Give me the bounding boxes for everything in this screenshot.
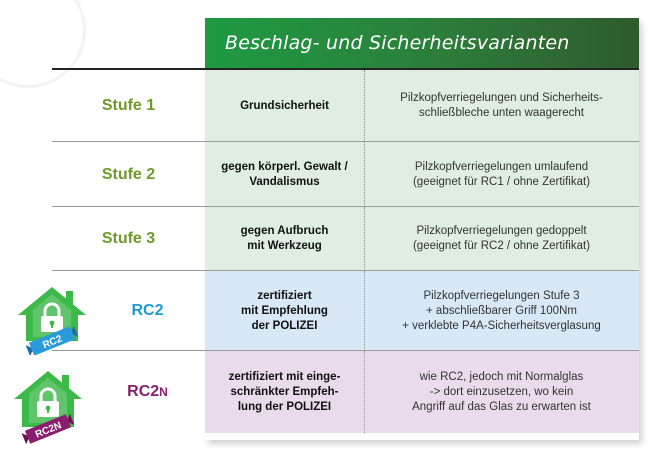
fitting-description: wie RC2, jedoch mit Normalglas -> dort einzusetzen, wo kein Angriff auf das Glas zu erwarten ist xyxy=(412,370,591,413)
table-title: Beschlag- und Sicherheitsvarianten xyxy=(225,32,570,54)
protection-level: gegen körperl. Gewalt / Vandalismus xyxy=(221,160,348,188)
house-lock-icon xyxy=(6,365,92,447)
table-header xyxy=(205,18,639,68)
table-row xyxy=(52,271,639,351)
table-row xyxy=(52,207,639,271)
row-label: Stufe 1 xyxy=(101,97,156,114)
fitting-description: Pilzkopfverriegelungen gedoppelt (geeignet für RC2 / ohne Zertifikat) xyxy=(412,225,591,252)
protection-level: Grundsicherheit xyxy=(240,99,329,112)
protection-level: zertifiziert mit einge- schränkter Empfeh- lung der POLIZEI xyxy=(228,370,341,413)
fitting-description: Pilzkopfverriegelungen umlaufend (geeignet für RC1 / ohne Zertifikat) xyxy=(412,160,591,188)
house-lock-icon xyxy=(12,281,94,355)
table-row xyxy=(52,70,639,142)
table-row xyxy=(52,142,639,207)
row-label-main: RC2 xyxy=(127,383,160,400)
protection-level: gegen Aufbruch mit Werkzeug xyxy=(240,225,329,252)
row-label: Stufe 3 xyxy=(101,230,156,247)
table-row xyxy=(52,351,639,433)
fitting-description: Pilzkopfverriegelungen Stufe 3 + abschließbarer Griff 100Nm + verklebte P4A-Sicherheitsverglasung xyxy=(402,289,601,332)
svg-text:RC2N: RC2N xyxy=(33,420,64,441)
row-label: RC2 xyxy=(131,302,164,319)
row-label: Stufe 2 xyxy=(101,165,156,183)
row-label-sub: N xyxy=(159,385,168,399)
protection-level: zertifiziert mit Empfehlung der POLIZEI xyxy=(241,289,328,332)
svg-text:RC2: RC2 xyxy=(41,333,64,352)
fitting-description: Pilzkopfverriegelungen und Sicherheits- schließbleche unten waagerecht xyxy=(400,92,603,119)
